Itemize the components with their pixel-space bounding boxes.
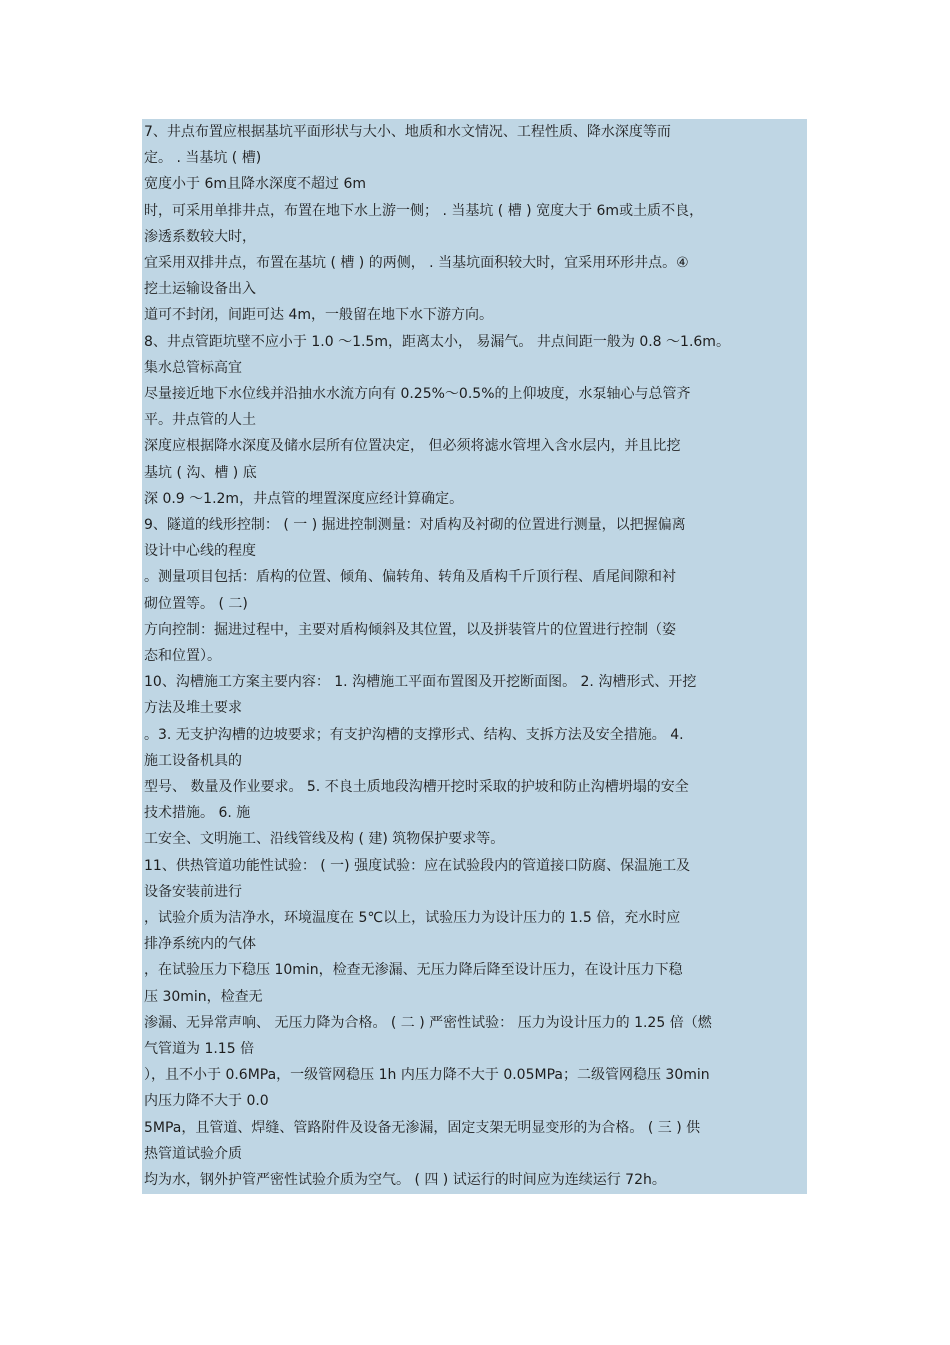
text-line: 工安全、文明施工、沿线管线及构 ( 建) 筑物保护要求等。 <box>144 831 505 848</box>
text-line: 集水总管标高宜 <box>144 359 242 376</box>
text-line: 基坑 ( 沟、槽 ) 底 <box>144 464 257 481</box>
text-line: 施工设备机具的 <box>144 752 242 769</box>
text-line: 方法及堆土要求 <box>144 700 242 717</box>
text-line: 平。井点管的人土 <box>144 412 256 429</box>
text-line: 宽度小于 6m且降水深度不超过 6m <box>144 176 366 193</box>
text-line: 设备安装前进行 <box>144 883 242 900</box>
text-line: 7、井点布置应根据基坑平面形状与大小、地质和水文情况、工程性质、降水深度等而 <box>144 124 671 140</box>
text-line: 内压力降不大于 0.0 <box>144 1093 269 1110</box>
text-line: 设计中心线的程度 <box>144 543 256 560</box>
text-line: 11、供热管道功能性试验： ( 一) 强度试验：应在试验段内的管道接口防腐、保温施工及 <box>144 857 691 874</box>
text-line: 技术措施。 6. 施 <box>144 805 251 822</box>
text-line: 定。 . 当基坑 ( 槽) <box>144 150 262 167</box>
text-line: 8、井点管距坑壁不应小于 1.0 ～1.5m，距离太小， 易漏气。 井点间距一般为 0.8 ～1.6m。 <box>144 333 730 350</box>
text-line: 。3. 无支护沟槽的边坡要求；有支护沟槽的支撑形式、结构、支拆方法及安全措施。 4. <box>144 726 684 743</box>
text-line: ），且不小于 0.6MPa，一级管网稳压 1h 内压力降不大于 0.05MPa；二级管网稳压 30min <box>144 1067 710 1084</box>
text-line: 深 0.9 ～1.2m，井点管的埋置深度应经计算确定。 <box>144 490 464 507</box>
text-line: 排净系统内的气体 <box>144 936 256 953</box>
highlighted-text-block <box>142 119 807 1194</box>
text-line: 渗漏、无异常声响、 无压力降为合格。 ( 二 ) 严密性试验： 压力为设计压力的 1.25 倍（燃 <box>144 1014 712 1031</box>
text-line: ，在试验压力下稳压 10min，检查无渗漏、无压力降后降至设计压力，在设计压力下稳 <box>144 962 683 979</box>
text-line: 时，可采用单排井点，布置在地下水上游一侧； . 当基坑 ( 槽 ) 宽度大于 6m或土质不良， <box>144 202 704 219</box>
text-line: 热管道试验介质 <box>144 1145 242 1162</box>
text-line: 宜采用双排井点，布置在基坑 ( 槽 ) 的两侧， . 当基坑面积较大时，宜采用环形井点。④ <box>144 255 689 271</box>
text-line: 均为水，钢外护管严密性试验介质为空气。 ( 四 ) 试运行的时间应为连续运行 72h。 <box>144 1172 666 1188</box>
text-line: 深度应根据降水深度及储水层所有位置决定， 但必须将滤水管埋入含水层内，并且比挖 <box>144 438 681 455</box>
text-line: 砌位置等。 ( 二) <box>144 595 248 612</box>
text-line: 态和位置）。 <box>144 648 221 664</box>
text-line: 型号、 数量及作业要求。 5. 不良土质地段沟槽开挖时采取的护坡和防止沟槽坍塌的安全 <box>144 779 689 795</box>
text-line: 5MPa，且管道、焊缝、管路附件及设备无渗漏，固定支架无明显变形的为合格。 ( 三 ) 供 <box>144 1119 701 1136</box>
text-line: 方向控制：掘进过程中，主要对盾构倾斜及其位置，以及拼装管片的位置进行控制（姿 <box>144 621 676 638</box>
text-line: 道可不封闭，间距可达 4m，一般留在地下水下游方向。 <box>144 307 493 324</box>
text-line: 气管道为 1.15 倍 <box>144 1041 255 1057</box>
text-line: 尽量接近地下水位线并沿抽水水流方向有 0.25%～0.5%的上仰坡度，水泵轴心与总管齐 <box>144 386 691 402</box>
text-line: ，试验介质为洁净水，环境温度在 5℃以上，试验压力为设计压力的 1.5 倍，充水时应 <box>144 910 681 926</box>
text-line: 9、隧道的线形控制： ( 一 ) 掘进控制测量：对盾构及衬砌的位置进行测量，以把握偏离 <box>144 517 686 533</box>
text-line: 10、沟槽施工方案主要内容： 1. 沟槽施工平面布置图及开挖断面图。 2. 沟槽形式、开挖 <box>144 674 697 691</box>
text-line: 渗透系数较大时， <box>144 228 256 245</box>
text-line: 压 30min，检查无 <box>144 988 263 1005</box>
text-line: 挖土运输设备出入 <box>144 281 256 298</box>
text-line: 。测量项目包括：盾构的位置、倾角、偏转角、转角及盾构千斤顶行程、盾尾间隙和衬 <box>144 569 676 586</box>
